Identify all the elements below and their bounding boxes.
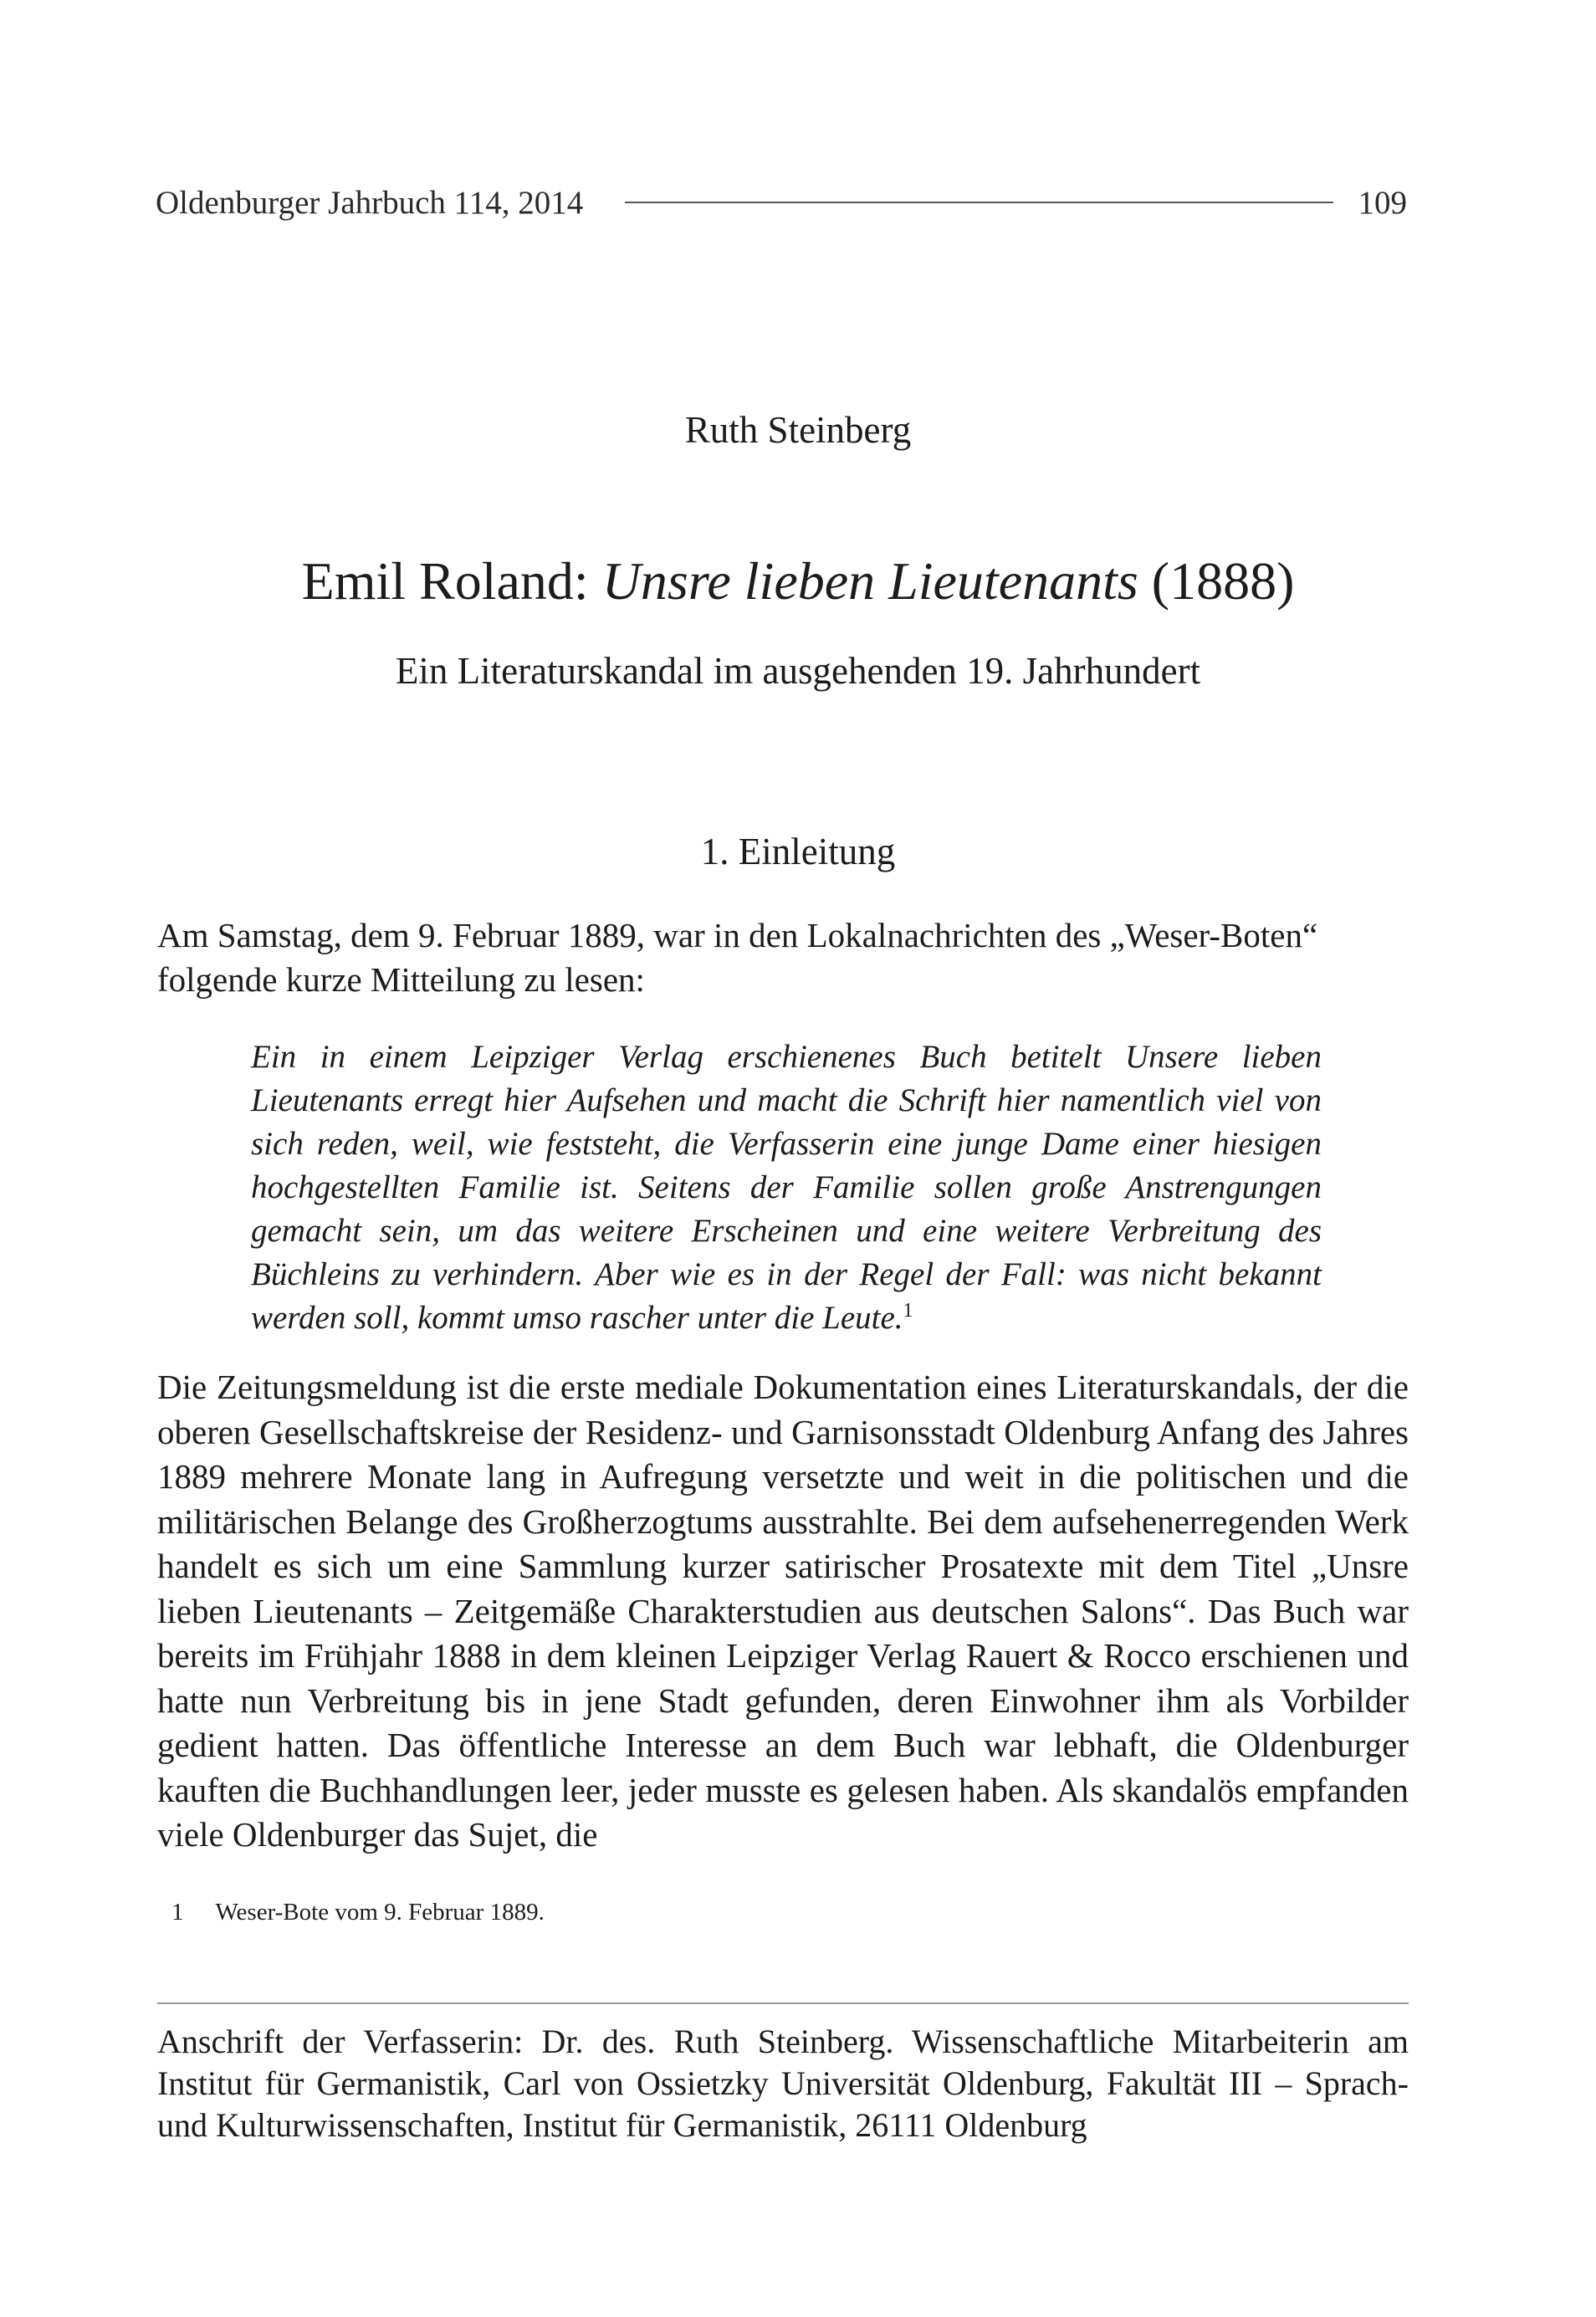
article-subtitle: Ein Literaturskandal im ausgehenden 19. Jahrhundert — [395, 650, 1201, 692]
address-divider — [157, 2002, 1409, 2004]
footnote — [171, 1899, 1343, 1926]
page-number: 109 — [1358, 184, 1407, 221]
article-title — [0, 550, 1596, 612]
header-rule — [625, 202, 1333, 203]
body-paragraph: Die Zeitungsmeldung ist die erste mediale Dokumentation eines Literaturskandals, der die oberen Gesellschaftskreise der Residenz- und Garnisonsstadt Oldenburg Anfang des Jahres 1889 mehrere Monate lang in Aufregung versetzte und weit in die politischen und die militärischen Belange des Großherzogtums ausstrahlte. Bei dem aufsehenerregenden Werk handelt es sich um eine Sammlung kurzer satirischer Prosatexte mit dem Titel „Unsre lieben Lieutenants – Zeitgemäße Charakterstudien aus deutschen Salons“. Das Buch war bereits im Frühjahr 1888 in dem kleinen Leipziger Verlag Rauert & Rocco erschienen und hatte nun Verbreitung bis in jene Stadt gefunden, deren Einwohner ihm als Vorbilder gedient hatten. Das öffentliche Interesse an dem Buch war lebhaft, die Oldenburger kauften die Buchhandlungen leer, jeder musste es gelesen haben. Als skandalös empfanden viele Oldenburger das Sujet, die — [157, 1368, 1409, 1854]
article-author: Ruth Steinberg — [684, 409, 912, 451]
title-italic: Unsre lieben Lieutenants — [601, 551, 1138, 611]
title-prefix: Emil Roland: — [301, 551, 602, 611]
intro-paragraph: Am Samstag, dem 9. Februar 1889, war in den Lokalnachrichten des „Weser-Boten“ folgende kurze Mitteilung zu lesen: — [157, 916, 1318, 999]
section-heading: 1. Einleitung — [700, 831, 896, 872]
journal-title: Oldenburger Jahrbuch 114, 2014 — [156, 184, 584, 221]
quote-text: Ein in einem Leipziger Verlag erschienenes Buch betitelt Unsere lieben Lieutenants erregt hier Aufsehen und macht die Schrift hier namentlich viel von sich reden, weil, wie feststeht, die Verfasserin eine junge Dame einer hiesigen hochgestellten Familie ist. Seitens der Familie sollen große Anstrengungen gemacht sein, um das weitere Erscheinen und eine weitere Verbreitung des Büchleins zu verhindern. Aber wie es in der Regel der Fall: was nicht bekannt werden soll, kommt umso rascher unter die Leute. — [251, 1039, 1322, 1336]
author-address: Anschrift der Verfasserin: Dr. des. Ruth Steinberg. Wissenschaftliche Mitarbeiterin am Institut für Germanistik, Carl von Ossietzky Universität Oldenburg, Fakultät III – Sprach- und Kulturwissenschaften, Institut für Germanistik, 26111 Oldenburg — [157, 2023, 1409, 2144]
title-suffix: (1888) — [1138, 551, 1295, 611]
running-header — [156, 177, 1407, 228]
block-quote — [251, 1036, 1322, 1340]
footnote-ref[interactable]: 1 — [903, 1300, 913, 1322]
footnote-text: Weser-Bote vom 9. Februar 1889. — [215, 1899, 545, 1926]
footnote-number: 1 — [171, 1899, 184, 1926]
